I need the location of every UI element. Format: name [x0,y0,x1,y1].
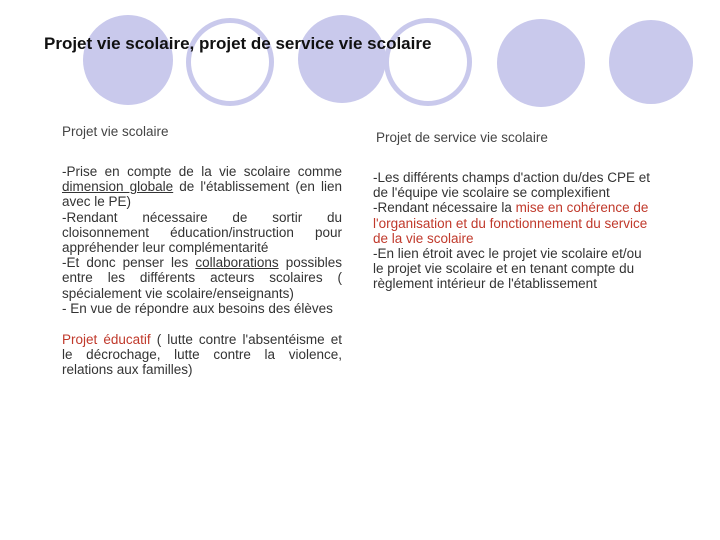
right-column [373,170,653,292]
highlight-text: Projet éducatif [62,332,151,348]
right-item-2: -Rendant nécessaire la mise en cohérence de l'organisation et du fonctionnement du service de la vie scolaire [373,200,649,246]
underlined-text: dimension globale [62,179,174,195]
left-item-2: -Rendant nécessaire de sortir du cloisonnement éducation/instruction pour appréhender leur complémentarité [62,209,342,256]
decorative-circle [83,15,173,105]
left-item-4: - En vue de répondre aux besoins des élèves [62,300,333,316]
left-item-1: -Prise en compte de la vie scolaire comme dimension globale de l'établissement (en lien avec le PE) [62,164,343,210]
left-column-heading: Projet vie scolaire [62,124,169,139]
left-item-3: -Et donc penser les collaborations possibles entre les différents acteurs scolaires ( spécialement vie scolaire/enseignants) [62,255,342,301]
decorative-circle [609,20,693,104]
underlined-text: collaborations [195,255,279,271]
right-column-heading: Projet de service vie scolaire [376,130,548,145]
slide-title: Projet vie scolaire, projet de service vie scolaire [44,34,432,53]
decorative-circle [497,19,585,107]
highlight-text: mise en cohérence de l'organisation et du fonctionnement du service de la vie scolaire [373,200,649,246]
left-column [62,164,342,378]
right-item-1: -Les différents champs d'action du/des CPE et de l'équipe vie scolaire se complexifient [373,170,650,201]
decorative-circle [298,15,386,103]
right-item-3: -En lien étroit avec le projet vie scolaire et/ou le projet vie scolaire et en tenant compte du règlement intérieur de l'établissement [373,246,642,292]
decorative-ring [384,18,472,106]
left-item-5: Projet éducatif ( lutte contre l'absentéisme et le décrochage, lutte contre la violence, relations aux familles) [62,332,342,378]
decorative-ring [186,18,274,106]
